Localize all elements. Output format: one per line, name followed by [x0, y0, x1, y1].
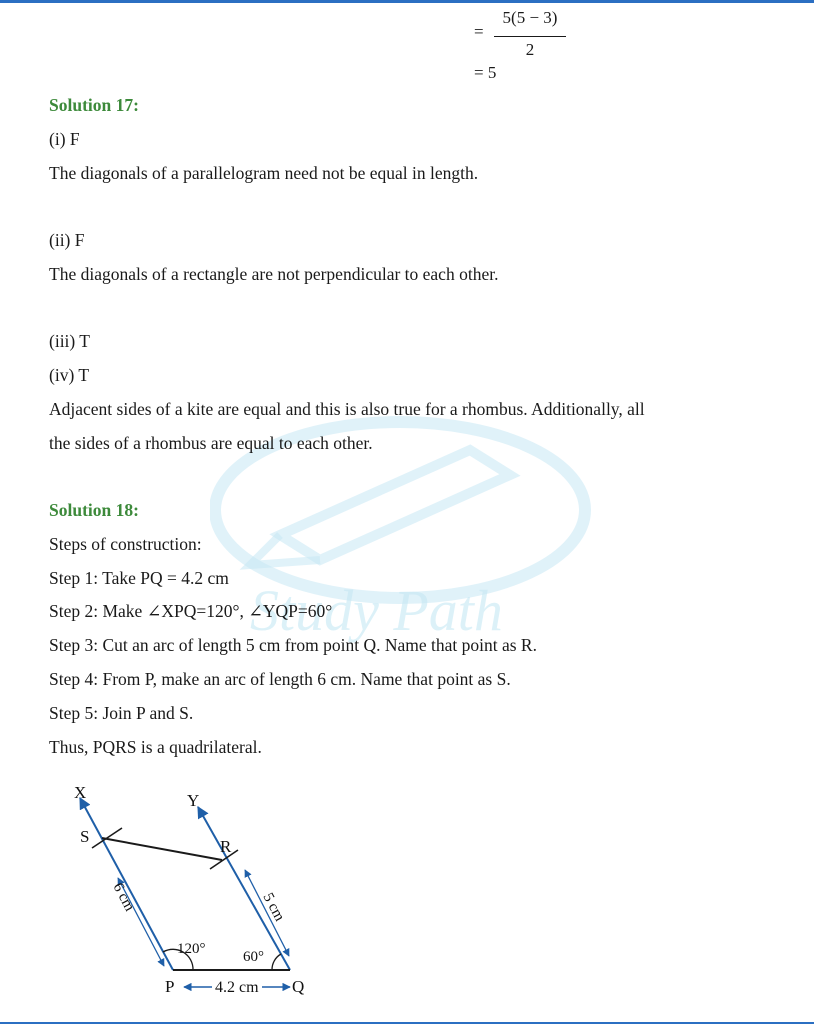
label-s: S: [80, 827, 90, 846]
fraction-denominator: 2: [525, 40, 535, 59]
solution-18-heading: Solution 18:: [49, 500, 139, 520]
solution-18-line: Step 3: Cut an arc of length 5 cm from point Q. Name that point as R.: [49, 635, 537, 655]
solution-17-line: (iv) T: [49, 365, 90, 385]
quadrilateral-construction-figure: [60, 770, 330, 1000]
label-side-pq: 4.2 cm: [215, 979, 259, 996]
fraction-numerator: 5(5 − 3): [502, 8, 558, 27]
angle-arc-q: [272, 954, 281, 970]
label-y: Y: [187, 791, 200, 810]
solution-17-line: (i) F: [49, 129, 80, 149]
solution-18-line: Step 2: Make ∠XPQ=120°, ∠YQP=60°: [49, 601, 333, 621]
solution-18-line: Step 5: Join P and S.: [49, 703, 194, 723]
equation-result: = 5: [474, 63, 497, 82]
solution-17-line: The diagonals of a rectangle are not perpendicular to each other.: [49, 264, 499, 284]
solution-18-line: Steps of construction:: [49, 534, 202, 554]
solution-18-line: Step 4: From P, make an arc of length 6 cm. Name that point as S.: [49, 669, 511, 689]
solution-17-heading: Solution 17:: [49, 95, 139, 115]
label-x: X: [74, 783, 87, 802]
solution-17-line: the sides of a rhombus are equal to each other.: [49, 433, 373, 453]
ray-qy: [198, 807, 290, 970]
side-sr: [102, 838, 222, 860]
fraction-bar: [494, 36, 566, 37]
label-angle-p: 120°: [177, 941, 206, 957]
label-q: Q: [292, 977, 305, 996]
label-r: R: [220, 837, 232, 856]
equals-sign: =: [474, 22, 484, 41]
top-accent-bar: [0, 0, 814, 3]
solution-17-line: (ii) F: [49, 230, 85, 250]
label-side-ps: 6 cm: [109, 880, 138, 914]
solution-17-line: (iii) T: [49, 331, 90, 351]
solution-17-line: Adjacent sides of a kite are equal and this is also true for a rhombus. Additionally, all: [49, 399, 645, 419]
label-side-qr: 5 cm: [259, 890, 288, 924]
watermark-text: Study Path: [250, 578, 503, 643]
solution-18-line: Thus, PQRS is a quadrilateral.: [49, 737, 262, 757]
label-angle-q: 60°: [243, 949, 264, 965]
label-p: P: [165, 977, 175, 996]
arc-mark-s: [92, 828, 122, 848]
fraction-equation: [474, 6, 569, 59]
solution-18-line: Step 1: Take PQ = 4.2 cm: [49, 568, 229, 588]
solution-17-line: The diagonals of a parallelogram need not be equal in length.: [49, 163, 479, 183]
